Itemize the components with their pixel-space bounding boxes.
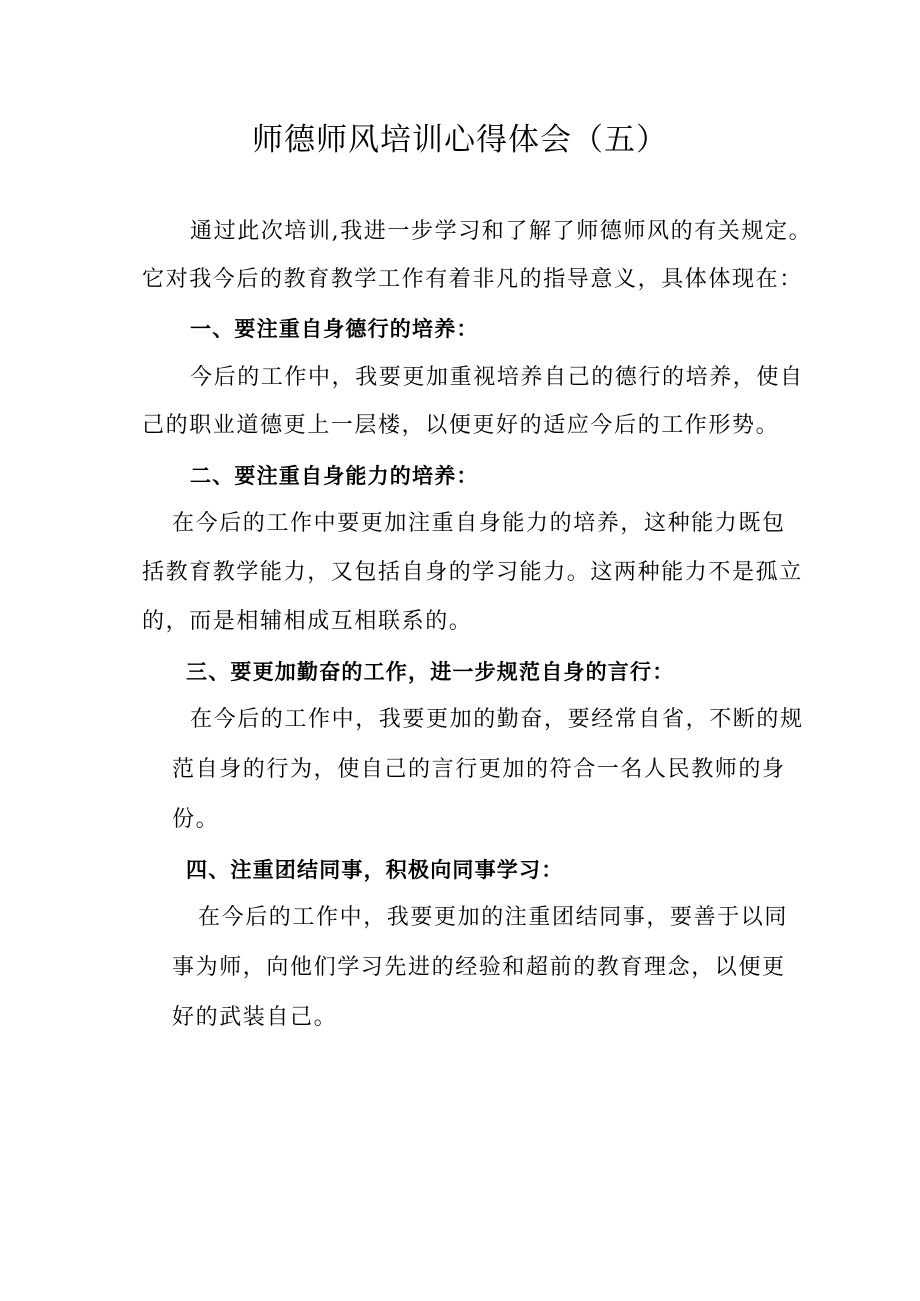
section-2-line-3: 的，而是相辅相成互相联系的。 [142, 609, 473, 634]
section-4-line-1: 在今后的工作中，我要更加的注重团结同事，要善于以同 [198, 905, 789, 930]
section-3-line-2: 范自身的行为，使自己的言行更加的符合一名人民教师的身 [172, 757, 786, 782]
section-2-line-1: 在今后的工作中要更加注重自身能力的培养，这种能力既包 [172, 511, 786, 536]
section-3-heading: 三、要更加勤奋的工作，进一步规范自身的言行： [186, 660, 675, 684]
section-2-heading: 二、要注重自身能力的培养： [190, 464, 479, 488]
section-1-line-1: 今后的工作中，我要更加重视培养自己的德行的培养，使自 [190, 365, 804, 390]
intro-line-1: 通过此次培训,我进一步学习和了解了师德师风的有关规定。 [190, 219, 813, 244]
section-2-line-2: 括教育教学能力，又包括自身的学习能力。这两种能力不是孤立 [142, 560, 803, 585]
section-4-line-3: 好的武装自己。 [172, 1005, 338, 1030]
section-1-line-2: 己的职业道德更上一层楼，以便更好的适应今后的工作形势。 [142, 413, 780, 438]
section-4-line-2: 事为师，向他们学习先进的经验和超前的教育理念，以便更 [172, 955, 786, 980]
section-3-line-1: 在今后的工作中，我要更加的勤奋，要经常自省，不断的规 [190, 707, 804, 732]
document-title: 师德师风培训心得体会（五） [252, 122, 668, 158]
section-1-heading: 一、要注重自身德行的培养： [190, 317, 479, 341]
intro-line-2: 它对我今后的教育教学工作有着非凡的指导意义，具体体现在： [142, 267, 803, 292]
section-4-heading: 四、注重团结同事，积极向同事学习： [186, 858, 564, 882]
section-3-line-3: 份。 [172, 807, 220, 832]
